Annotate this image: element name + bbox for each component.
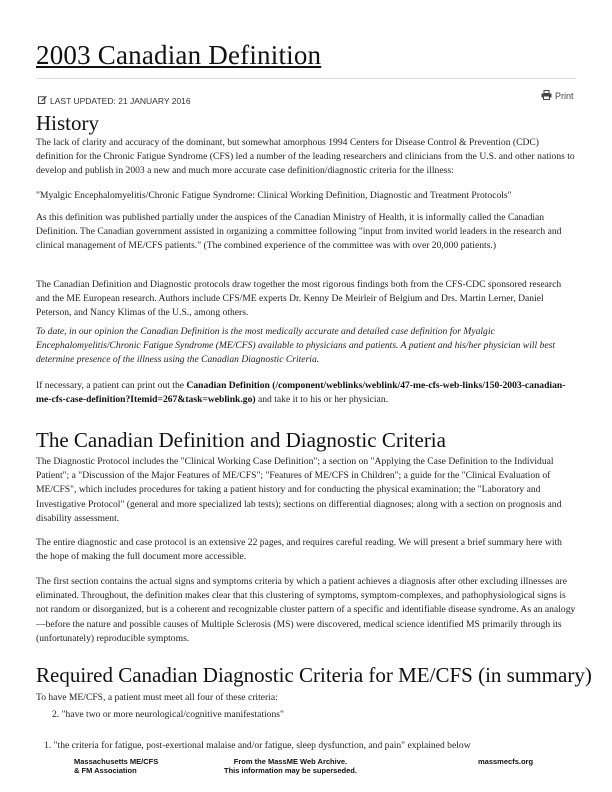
history-heading: History	[36, 111, 99, 135]
criteria-paragraph-1: The Diagnostic Protocol includes the "Clinical Working Case Definition"; a section on "Applying the Case Definition to the Individual Patient"; a "Discussion of the Major Features of ME/CFS"; "Features of ME/CFS in Children"; a guide for the "Clinical Evaluation of ME/CFS", which includes procedures for taking a patient history and for conducting the physical examination; the "Laboratory and Investigative Protocol" (general and more specialized lab tests); sections on differential diagnoses; along with a section on prognosis and disability assessment.	[36, 456, 562, 524]
footer-org-line-2: & FM Association	[74, 766, 137, 775]
history-paragraph-6	[36, 379, 576, 407]
history-paragraph-5	[36, 325, 576, 368]
list-item	[52, 708, 284, 721]
list-item-number: 2.	[52, 709, 60, 720]
footer-archive-note	[224, 757, 357, 775]
last-updated-meta	[38, 95, 191, 106]
list-item-text: "have two or more neurological/cognitive manifestations"	[61, 709, 284, 720]
list-item	[44, 739, 471, 752]
opinion-italic-text: To date, in our opinion the Canadian Definition is the most medically accurate and detailed case definition for Myalgic Encephalomyelitis/Chronic Fatigue Syndrome (ME/CFS) available to physicians and patients. A patient and his/her physician will best determine presence of the illness using the Canadian Diagnostic Criteria.	[36, 326, 556, 366]
history-paragraph-3: As this definition was published partially under the auspices of the Canadian Ministry of Health, it is informally called the Canadian Definition. The Canadian government assisted in organizing a committee following "input from invited world leaders in the research and clinical management of ME/CFS patients." (The combined experience of the committee was with over 20,000 patients.)	[36, 212, 562, 252]
list-item-text: "the criteria for fatigue, post-exertional malaise and/or fatigue, sleep dysfunction, and pain" explained below	[53, 740, 471, 751]
print-button[interactable]	[541, 90, 574, 102]
required-intro: To have ME/CFS, a patient must meet all four of these criteria:	[36, 692, 278, 703]
footer-site[interactable]: massmecfs.org	[478, 757, 534, 766]
list-item-number: 1.	[44, 740, 52, 751]
criteria-heading: The Canadian Definition and Diagnostic Criteria	[36, 428, 446, 452]
history-paragraph-1: The lack of clarity and accuracy of the dominant, but somewhat amorphous 1994 Centers for Disease Control & Prevention (CDC) definition for the Chronic Fatigue Syndrome (CFS) led a number of the leading researchers and clinicians from the U.S. and other nations to develop and publish in 2003 a new and much more accurate case definition/diagnostic criteria for the illness:	[36, 137, 575, 177]
edit-icon	[38, 95, 47, 106]
history-paragraph-2: "Myalgic Encephalomyelitis/Chronic Fatigue Syndrome: Clinical Working Definition, Diagnostic and Treatment Protocols"	[36, 190, 512, 201]
footer-org	[74, 757, 158, 775]
history-paragraph-4: The Canadian Definition and Diagnostic protocols draw together the most rigorous findings both from the CFS-CDC sponsored research and the ME European research. Authors include CFS/ME experts Dr. Kenny De Meirleir of Belgium and Drs. Martin Lerner, Daniel Peterson, and Nancy Klimas of the U.S., among others.	[36, 279, 562, 319]
footer-org-line-1: Massachusetts ME/CFS	[74, 757, 159, 766]
printer-icon	[541, 90, 552, 102]
print-after-text: and take it to his or her physician.	[255, 394, 389, 406]
canadian-definition-link-text: Canadian Definition (/component/weblinks/weblink/47-me-cfs-web-links/150-2003-canadian-me-cfs-case-definition?Itemid=267&task=weblink.go)	[36, 380, 566, 406]
criteria-paragraph-3: The first section contains the actual signs and symptoms criteria by which a patient achieves a diagnosis after other excluding illnesses are eliminated. Throughout, the definition makes clear that this clustering of symptoms, symptom-complexes, and pathophysiological signs is not random or disorganized, but is a coherent and recognizable cluster pattern of a specific and identifiable disease syndrome. As an analogy—before the nature and possible causes of Multiple Sclerosis (MS) were discovered, medical science identified MS primarily through its (unfortunately) reproducible symptoms.	[36, 576, 576, 644]
print-before-text: If necessary, a patient can print out the	[36, 380, 187, 391]
page-title[interactable]: 2003 Canadian Definition	[36, 40, 322, 70]
required-heading: Required Canadian Diagnostic Criteria for ME/CFS (in summary)	[36, 663, 592, 687]
last-updated-text: LAST UPDATED: 21 JANUARY 2016	[50, 95, 191, 106]
criteria-paragraph-2: The entire diagnostic and case protocol is an extensive 22 pages, and requires careful reading. We will present a brief summary here with the hope of making the full document more accessible.	[36, 537, 562, 563]
footer-archive-line-2: This information may be superseded.	[224, 766, 357, 775]
title-divider	[36, 78, 576, 79]
footer-archive-line-1: From the MassME Web Archive.	[233, 757, 348, 766]
print-label: Print	[555, 91, 574, 101]
